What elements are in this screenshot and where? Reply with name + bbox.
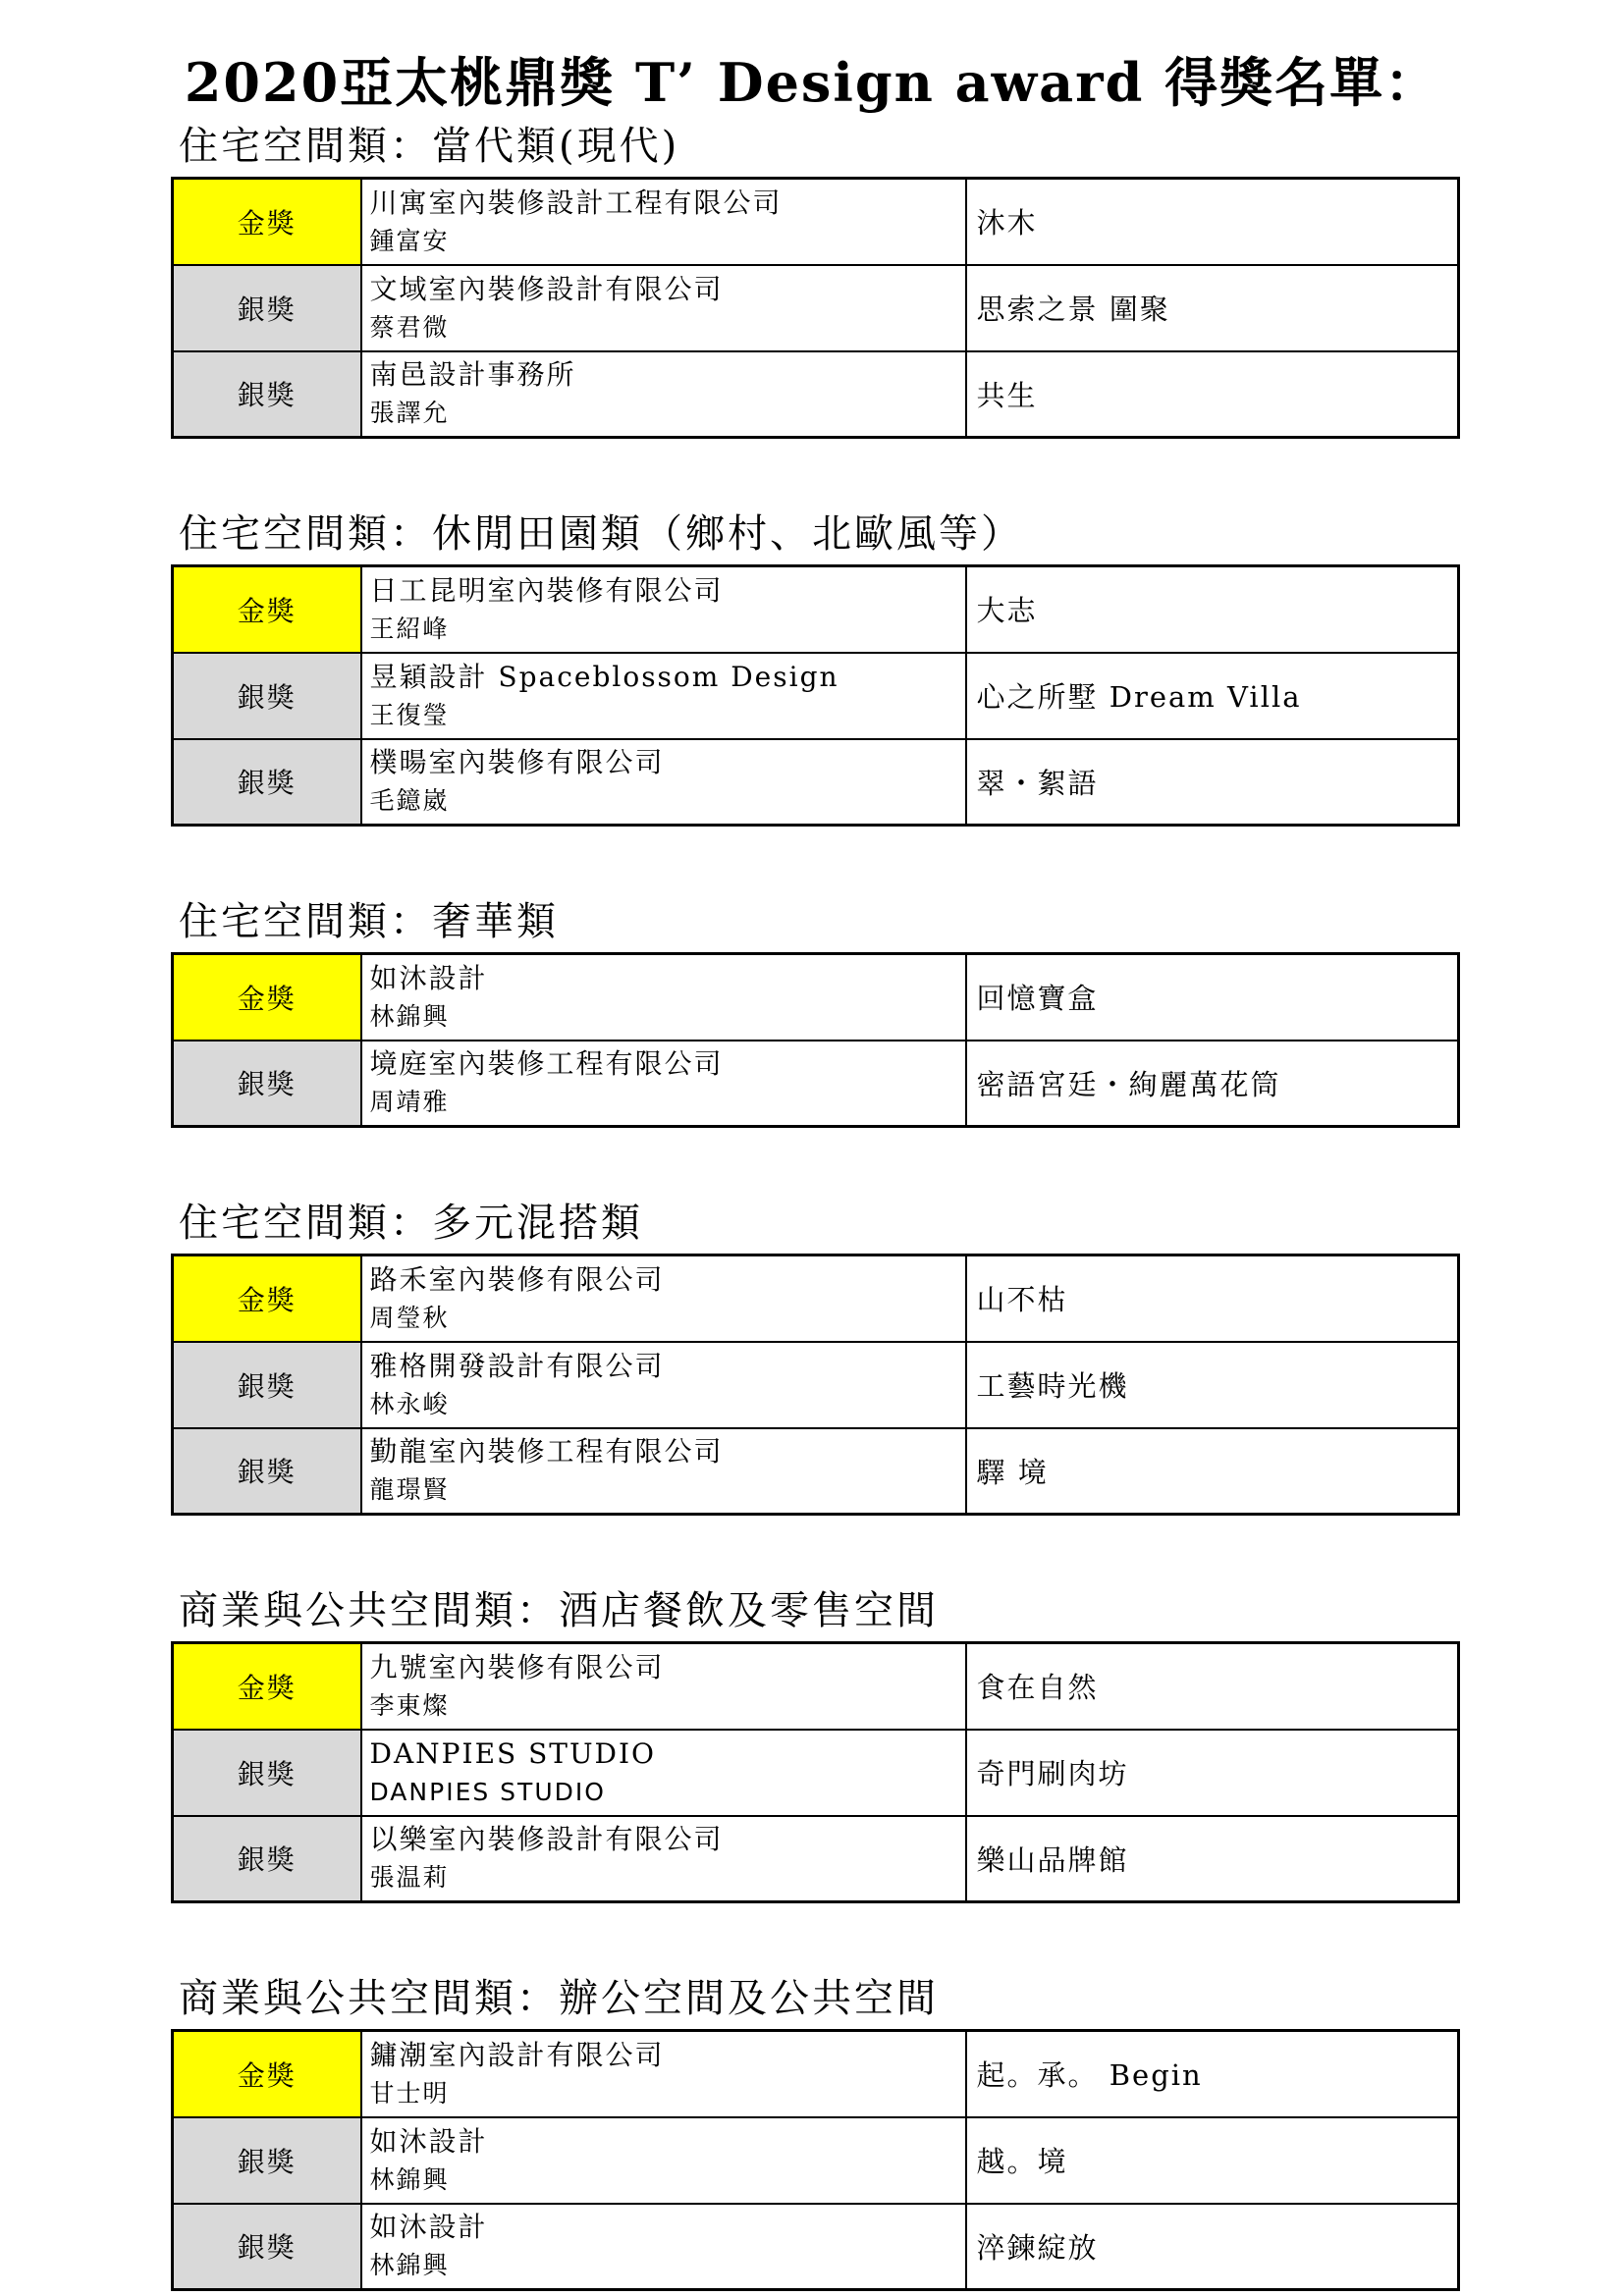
work-title: 山不枯	[966, 1255, 1459, 1342]
company-cell	[361, 179, 966, 265]
prize-cell: 金獎	[173, 179, 361, 265]
award-section	[0, 116, 1624, 439]
company-cell	[361, 2204, 966, 2290]
table-row	[173, 954, 1459, 1041]
table-row	[173, 2117, 1459, 2204]
company-cell	[361, 1643, 966, 1730]
company-cell	[361, 1342, 966, 1428]
table-row	[173, 739, 1459, 826]
work-title: 越。境	[966, 2117, 1459, 2204]
company-cell	[361, 351, 966, 438]
prize-cell: 金獎	[173, 1255, 361, 1342]
table-row	[173, 179, 1459, 265]
award-section	[0, 891, 1624, 1128]
prize-cell: 金獎	[173, 954, 361, 1041]
company-name: 昱穎設計 Spaceblossom Design	[369, 660, 839, 693]
company-cell	[361, 954, 966, 1041]
company-name: 南邑設計事務所	[369, 358, 576, 392]
company-name: 九號室內裝修有限公司	[369, 1650, 665, 1683]
designer-name: 張温莉	[369, 1863, 450, 1893]
award-sections	[0, 116, 1624, 2291]
table-row	[173, 1730, 1459, 1816]
company-name: 文域室內裝修設計有限公司	[369, 272, 724, 305]
company-name: 如沐設計	[369, 961, 488, 994]
work-title: 淬鍊綻放	[966, 2204, 1459, 2290]
section-heading: 商業與公共空間類：酒店餐飲及零售空間	[179, 1588, 939, 1633]
prize-cell: 銀獎	[173, 2117, 361, 2204]
work-title: 沐木	[966, 179, 1459, 265]
award-table	[171, 564, 1460, 827]
prize-cell: 銀獎	[173, 351, 361, 438]
company-name: 以樂室內裝修設計有限公司	[369, 1823, 724, 1856]
prize-cell: 金獎	[173, 2031, 361, 2117]
table-row	[173, 1816, 1459, 1902]
table-row	[173, 2204, 1459, 2290]
designer-name: 周瑩秋	[369, 1303, 450, 1332]
work-title: 大志	[966, 566, 1459, 653]
award-section	[0, 1580, 1624, 1903]
section-gap	[0, 439, 1624, 504]
section-gap	[0, 1903, 1624, 1968]
designer-name: 龍璟賢	[369, 1475, 450, 1505]
prize-cell: 銀獎	[173, 1816, 361, 1902]
award-section	[0, 1968, 1624, 2291]
work-title: 共生	[966, 351, 1459, 438]
company-name: 勤龍室內裝修工程有限公司	[369, 1435, 724, 1468]
table-row	[173, 1041, 1459, 1127]
table-row	[173, 2031, 1459, 2117]
work-title: 食在自然	[966, 1643, 1459, 1730]
section-gap	[0, 1516, 1624, 1580]
designer-name: 李東燦	[369, 1690, 450, 1720]
company-cell	[361, 1041, 966, 1127]
section-heading: 住宅空間類：當代類(現代)	[179, 124, 680, 169]
company-name: 鏞潮室內設計有限公司	[369, 2038, 665, 2071]
company-name: 樸暘室內裝修有限公司	[369, 746, 665, 779]
page-title: 2020亞太桃鼎獎 T’ Design award 得獎名單：	[184, 51, 1440, 114]
section-heading: 住宅空間類：奢華類	[179, 899, 559, 944]
work-title: 回憶寶盒	[966, 954, 1459, 1041]
company-name: 雅格開發設計有限公司	[369, 1349, 665, 1382]
prize-cell: 銀獎	[173, 2204, 361, 2290]
work-title: 思索之景 圍聚	[966, 265, 1459, 351]
award-table	[171, 2029, 1460, 2291]
company-name: DANPIES STUDIO	[369, 1736, 657, 1770]
company-name: 日工昆明室內裝修有限公司	[369, 573, 724, 607]
award-table	[171, 1641, 1460, 1903]
designer-name: 毛鐿崴	[369, 786, 450, 816]
designer-name: 林錦興	[369, 1001, 450, 1031]
designer-name: DANPIES STUDIO	[369, 1777, 606, 1806]
table-row	[173, 265, 1459, 351]
table-row	[173, 1342, 1459, 1428]
company-cell	[361, 2031, 966, 2117]
designer-name: 林錦興	[369, 2251, 450, 2280]
work-title: 工藝時光機	[966, 1342, 1459, 1428]
award-section	[0, 1193, 1624, 1516]
company-cell	[361, 1730, 966, 1816]
award-table	[171, 177, 1460, 439]
prize-cell: 金獎	[173, 566, 361, 653]
designer-name: 王紹峰	[369, 614, 450, 643]
section-gap	[0, 1128, 1624, 1193]
company-cell	[361, 1816, 966, 1902]
table-row	[173, 653, 1459, 739]
designer-name: 蔡君微	[369, 312, 450, 342]
table-row	[173, 1255, 1459, 1342]
prize-cell: 銀獎	[173, 739, 361, 826]
table-row	[173, 1428, 1459, 1515]
work-title: 奇門刷肉坊	[966, 1730, 1459, 1816]
work-title: 起。承。 Begin	[966, 2031, 1459, 2117]
prize-cell: 銀獎	[173, 1730, 361, 1816]
company-name: 路禾室內裝修有限公司	[369, 1262, 665, 1296]
section-heading: 商業與公共空間類：辦公空間及公共空間	[179, 1976, 939, 2021]
company-cell	[361, 1255, 966, 1342]
section-heading: 住宅空間類：休閒田園類（鄉村、北歐風等）	[179, 511, 1023, 557]
designer-name: 鍾富安	[369, 226, 450, 255]
company-cell	[361, 739, 966, 826]
award-section	[0, 504, 1624, 827]
work-title: 翠・絮語	[966, 739, 1459, 826]
company-cell	[361, 1428, 966, 1515]
prize-cell: 金獎	[173, 1643, 361, 1730]
company-cell	[361, 265, 966, 351]
prize-cell: 銀獎	[173, 265, 361, 351]
designer-name: 周靖雅	[369, 1088, 450, 1117]
section-gap	[0, 827, 1624, 891]
work-title: 樂山品牌館	[966, 1816, 1459, 1902]
table-row	[173, 566, 1459, 653]
prize-cell: 銀獎	[173, 1428, 361, 1515]
award-table	[171, 1254, 1460, 1516]
section-heading: 住宅空間類：多元混搭類	[179, 1201, 643, 1246]
designer-name: 甘士明	[369, 2078, 450, 2108]
work-title: 驛 境	[966, 1428, 1459, 1515]
company-cell	[361, 566, 966, 653]
award-table	[171, 952, 1460, 1128]
company-name: 如沐設計	[369, 2211, 488, 2244]
designer-name: 張譯允	[369, 399, 450, 428]
designer-name: 王復瑩	[369, 700, 450, 729]
prize-cell: 銀獎	[173, 653, 361, 739]
table-row	[173, 1643, 1459, 1730]
designer-name: 林永峻	[369, 1389, 450, 1418]
company-name: 川寓室內裝修設計工程有限公司	[369, 186, 783, 219]
work-title: 密語宮廷・絢麗萬花筒	[966, 1041, 1459, 1127]
company-name: 如沐設計	[369, 2124, 488, 2158]
company-cell	[361, 2117, 966, 2204]
prize-cell: 銀獎	[173, 1342, 361, 1428]
table-row	[173, 351, 1459, 438]
prize-cell: 銀獎	[173, 1041, 361, 1127]
company-cell	[361, 653, 966, 739]
designer-name: 林錦興	[369, 2164, 450, 2194]
company-name: 境庭室內裝修工程有限公司	[369, 1047, 724, 1081]
work-title: 心之所墅 Dream Villa	[966, 653, 1459, 739]
